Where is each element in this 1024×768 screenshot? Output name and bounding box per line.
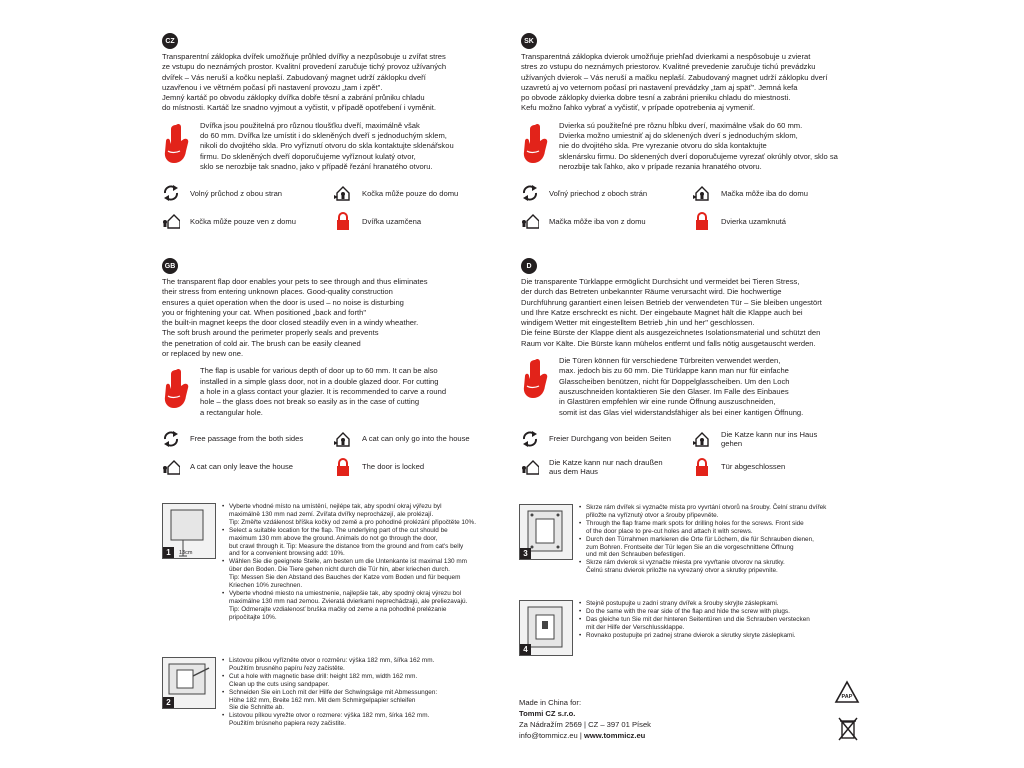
two-way-arrows-icon (521, 184, 539, 202)
instruction-en: • Through the flap frame mark spots for drilling holes for the screws. Front side of the door place to pre-cut holes and attach it with screws. (579, 520, 869, 536)
operation-modes (521, 184, 866, 230)
step-instructions (579, 600, 869, 656)
step-illustration (519, 504, 573, 560)
house-arrow-out-icon (521, 212, 539, 230)
intro-text: The transparent flap door enables your pets to see through and thus eliminates their stress from entering unknown places. Good-quality construction ensures a quiet operation when the door is used – no noise is disturbing you or frightening your cat. When positioned „back and forth" the built-in magnet keeps the door closed steadily even in a windy wheather. The soft brush around the perimeter properly seals and prevents the penetration of cold air. The brush can be easily cleaned or replaced by new one. (162, 277, 428, 359)
intro-text: Transparentná záklopka dvierok umožňuje priehľad dvierkami a nespôsobuje u zvierat stres zo vstupu do neznámych priestorov. Kvalitné prevedenie zaručuje tichú prevádzku užívaných dvierok – Vás neruší a mačku neplaší. Zabudovaný magnet udrží záklopku dverí uzavretú aj vo veternom počasí pri nastavení prevádzky „tam aj späť". Jemná kefa po obvode záklopky dvierka dobre tesní a zabráni prieniku chladu do miestnosti. Kefu možno ľahko vybrať a vyčistiť, v prípade opotrebenia aj vymeniť. (521, 52, 828, 113)
instruction-cz: • Skrze rám dvířek si vyznačte místa pro vyvrtání otvorů na šrouby. Čelní stranu dvířek přiložte na vyříznutý otvor a šrouby připevněte. (579, 504, 869, 520)
instruction-en: • Do the same with the rear side of the flap and hide the screw with plugs. (579, 608, 869, 616)
usage-text: Dvierka sú použiteľné pre rôznu hĺbku dverí, maximálne však do 60 mm. Dvierka možno umiestniť aj do sklenených dverí s jednoduchým sklom, nie do dvojitého skla. Pre vyrezanie otvoru do skla kontaktujte sklenársku firmu. Do sklenených dverí doporučujeme vyrezať okrúhly otvor, sklo sa nerozbije tak ľahko, ako v prípade rezania hranatého otvoru. (559, 120, 838, 171)
company-contact: info@tommicz.eu | www.tommicz.eu (519, 731, 646, 740)
instruction-sk: • Vyberte vhodné miesto na umiestnenie, najlepšie tak, aby spodný okraj výrezu bol maximálne 130 mm nad zemou. Zvieratá dvierkami neprechádzajú, ale preliezavajú. Tip: Odmerajte vzdialenosť bruška mačky od zeme a na pohodlné prelézanie pripočítajte 10%. (222, 590, 512, 622)
house-arrow-in-icon (693, 430, 711, 448)
dimension-label: 13cm (179, 550, 193, 556)
made-in-label: Made in China for: (519, 698, 582, 707)
mode-in-only: Kočka může pouze do domu (334, 184, 506, 202)
pointing-hand-icon (521, 121, 555, 165)
instruction-en: • Select a suitable location for the flap. The underlying part of the cut should be maximum 130 mm above the ground. Animals do not go through the door, but crawl through it. Tip: Measure the distance from the ground and from cat's belly and for a convenient browsing add: 10%. (222, 527, 512, 559)
instruction-sk: • Rovnako postupujte pri zadnej strane dvierok a skrutky skryte záslepkami. (579, 632, 869, 640)
padlock-icon (334, 212, 352, 230)
step-instructions (579, 504, 869, 575)
padlock-icon (693, 458, 711, 476)
mode-locked: The door is locked (334, 458, 506, 476)
intro-text: Transparentní záklopka dvířek umožňuje průhled dvířky a nezpůsobuje u zvířat stres ze vstupu do neznámých prostor. Kvalitní provedení zaručuje tichý provoz užívaných dvířek – Vás neruší a kočku neplaší. Zabudovaný magnet udrží záklopku dveří uzavřenou i ve větrném počasí při nastavení provozu „tam i zpět". Jemný kartáč po obvodu záklopky dvířka dobře těsní a zabrání průniku chladu do místnosti. Kartáč lze snadno vyjmout a vyčistit, v případě opotřebení i vyměnit. (162, 52, 447, 113)
usage-text: Die Türen können für verschiedene Türbreiten verwendet werden, max. jedoch bis zu 60 mm. Die Türklappe kann man nur für einfache Glasscheiben benützen, nicht für Doppelglasscheiben. Um den Loch auszuschneiden kontaktieren Sie den Glaser. Im Falle des Einbaues in Glastüren empfehlen wir eine runde Öffnung auszuschneiden, somit ist das Glas viel widerstandsfähiger als bei einer kantigen Öffnung. (559, 356, 804, 417)
usage-row (521, 121, 866, 172)
crossed-bin-icon (838, 716, 858, 742)
install-step-1 (162, 503, 512, 622)
step-illustration (519, 600, 573, 656)
contact-website[interactable]: www.tommicz.eu (583, 731, 646, 740)
section-gb (162, 258, 507, 476)
language-badge: CZ (162, 33, 178, 49)
language-badge: GB (162, 258, 178, 274)
step-instructions (222, 503, 512, 622)
contact-email[interactable]: info@tommicz.eu (519, 731, 578, 740)
instruction-sk: • Listovou pílkou vyrežte otvor o rozmere: výška 182 mm, šírka 162 mm. Použitím brúsneho papiera rezy začistite. (222, 712, 512, 728)
mode-locked: Dvířka uzamčena (334, 212, 506, 230)
instruction-de: • Das gleiche tun Sie mit der hinteren Seitentüren und die Schrauben verstecken mit der Hilfe der Verschlussklappe. (579, 616, 869, 632)
instruction-en: • Cut a hole with magnetic base drill: height 182 mm, width 162 mm. Clean up the cuts using sandpaper. (222, 673, 512, 689)
step-instructions (222, 657, 512, 728)
operation-modes (521, 430, 866, 476)
usage-text: The flap is usable for various depth of door up to 60 mm. It can be also installed in a simple glass door, not in a double glazed door. For cutting a hole in a glass contact your glazier. It is recommended to carve a round hole – the glass does not break so easily as in the case of cutting a rectangular hole. (200, 366, 447, 417)
language-badge: D (521, 258, 537, 274)
house-arrow-in-icon (334, 430, 352, 448)
mode-out-only: Mačka môže iba von z domu (521, 212, 693, 230)
mode-locked: Tür abgeschlossen (693, 458, 865, 476)
company-name: Tommi CZ s.r.o. (519, 709, 576, 718)
section-sk (521, 33, 866, 230)
two-way-arrows-icon (162, 184, 180, 202)
mode-in-only: Die Katze kann nur ins Haus gehen (693, 430, 865, 448)
mode-two-way: Free passage from the both sides (162, 430, 334, 448)
mode-two-way: Volný průchod z obou stran (162, 184, 334, 202)
mode-out-only: Kočka může pouze ven z domu (162, 212, 334, 230)
pointing-hand-icon (162, 366, 196, 410)
section-cz (162, 33, 507, 230)
instruction-cz: • Stejně postupujte u zadní strany dvířek a šrouby skryjte záslepkami. (579, 600, 869, 608)
house-arrow-in-icon (334, 184, 352, 202)
mode-locked: Dvierka uzamknutá (693, 212, 865, 230)
house-arrow-out-icon (162, 458, 180, 476)
usage-row (162, 366, 507, 417)
recycling-pap-icon (834, 680, 860, 706)
instruction-sk: • Skrze rám dvierok si vyznačte miesta pre vyvŕtanie otvorov na skrutky. Čelnú stranu dvierok priložte na vyrezaný otvor a skrutky pripevnite. (579, 559, 869, 575)
install-step-2 (162, 657, 512, 728)
padlock-icon (693, 212, 711, 230)
usage-row (521, 356, 866, 418)
operation-modes (162, 184, 507, 230)
padlock-icon (334, 458, 352, 476)
mode-two-way: Voľný priechod z oboch strán (521, 184, 693, 202)
usage-text: Dvířka jsou použitelná pro různou tloušťku dveří, maximálně však do 60 mm. Dvířka lze umístit i do skleněných dveří s jednoduchým sklem, nikoli do dvojitého skla. Pro vyříznutí otvoru do skla kontaktujte sklenářskou firmu. Do skleněných dveří doporučujeme vyříznout kulatý otvor, sklo se nerozbije tak snadno, jako v případě řezání hranatého otvoru. (200, 120, 454, 171)
mode-in-only: Mačka môže iba do domu (693, 184, 865, 202)
house-arrow-in-icon (693, 184, 711, 202)
instruction-de: • Durch den Türrahmen markieren die Orte für Löchern, die für Schrauben dienen, zum Bohren. Frontseite der Tür legen Sie an die vorgeschnittene Öffnung und mit den Schrauben befestigen. (579, 536, 869, 560)
step-illustration (162, 503, 216, 559)
two-way-arrows-icon (162, 430, 180, 448)
instruction-cz: • Vyberte vhodné místo na umístění, nejlépe tak, aby spodní okraj výřezu byl maximálně 130 mm nad zemí. Zvířata dvířky neprocházejí, ale prolézají. Tip: Změřte vzdálenost bříška kočky od země a pro pohodlné prolézání připočtěte 10%. (222, 503, 512, 527)
mode-in-only: A cat can only go into the house (334, 430, 506, 448)
step-number: 3 (520, 548, 531, 559)
house-arrow-out-icon (521, 458, 539, 476)
company-address: Za Nádražím 2569 | CZ – 397 01 Písek (519, 720, 651, 729)
house-arrow-out-icon (162, 212, 180, 230)
install-step-4 (519, 600, 869, 656)
language-badge: SK (521, 33, 537, 49)
instruction-de: • Wählen Sie die geeignete Stelle, am besten um die Untenkante ist maximal 130 mm über den Boden. Die Tiere gehen nicht durch die Tür hin, aber kriechen durch. Tip: Messen Sie den Abstand des Bauches der Katze vom Boden und für bequem Kriechen 10% zurechnen. (222, 558, 512, 590)
two-way-arrows-icon (521, 430, 539, 448)
step-number: 1 (163, 547, 174, 558)
operation-modes (162, 430, 507, 476)
mode-out-only: A cat can only leave the house (162, 458, 334, 476)
step-number: 4 (520, 644, 531, 655)
pointing-hand-icon (162, 121, 196, 165)
mode-out-only: Die Katze kann nur nach draußen aus dem Haus (521, 458, 693, 476)
step-illustration (162, 657, 216, 709)
svg-text:PAP: PAP (841, 694, 853, 700)
instruction-cz: • Listovou pilkou vyřízněte otvor o rozměru: výška 182 mm, šířka 162 mm. Použitím brusného papíru řezy začistěte. (222, 657, 512, 673)
mode-two-way: Freier Durchgang von beiden Seiten (521, 430, 693, 448)
install-step-3 (519, 504, 869, 575)
instruction-de: • Schneiden Sie ein Loch mit der Hilfe der Schwingsäge mit Abmessungen: Höhe 182 mm, Breite 162 mm. Mit dem Schmirgelpapier schleifen Sie die Schnitte ab. (222, 689, 512, 713)
intro-text: Die transparente Türklappe ermöglicht Durchsicht und vermeidet bei Tieren Stress, der durch das Betreten unbekannter Räume verursacht wird. Die hochwertige Durchführung garantiert einen leisen Betrieb der verwendeten Tür – Sie bleiben ungestört und Ihre Katze erschreckt es nicht. Der eingebaute Magnet hält die Klappe auch bei windigem Wetter mit eingestelltem Betrieb „hin und her" geschlossen. Die feine Bürste der Klappe dient als ausgezeichnetes Isolationsmaterial und schützt den Raum vor Kälte. Die Bürste kann mühelos entfernt und falls nötig ausgetauscht werden. (521, 277, 822, 348)
pointing-hand-icon (521, 356, 555, 400)
usage-row (162, 121, 507, 172)
section-d (521, 258, 866, 476)
step-number: 2 (163, 697, 174, 708)
manufacturer-info (519, 697, 651, 741)
